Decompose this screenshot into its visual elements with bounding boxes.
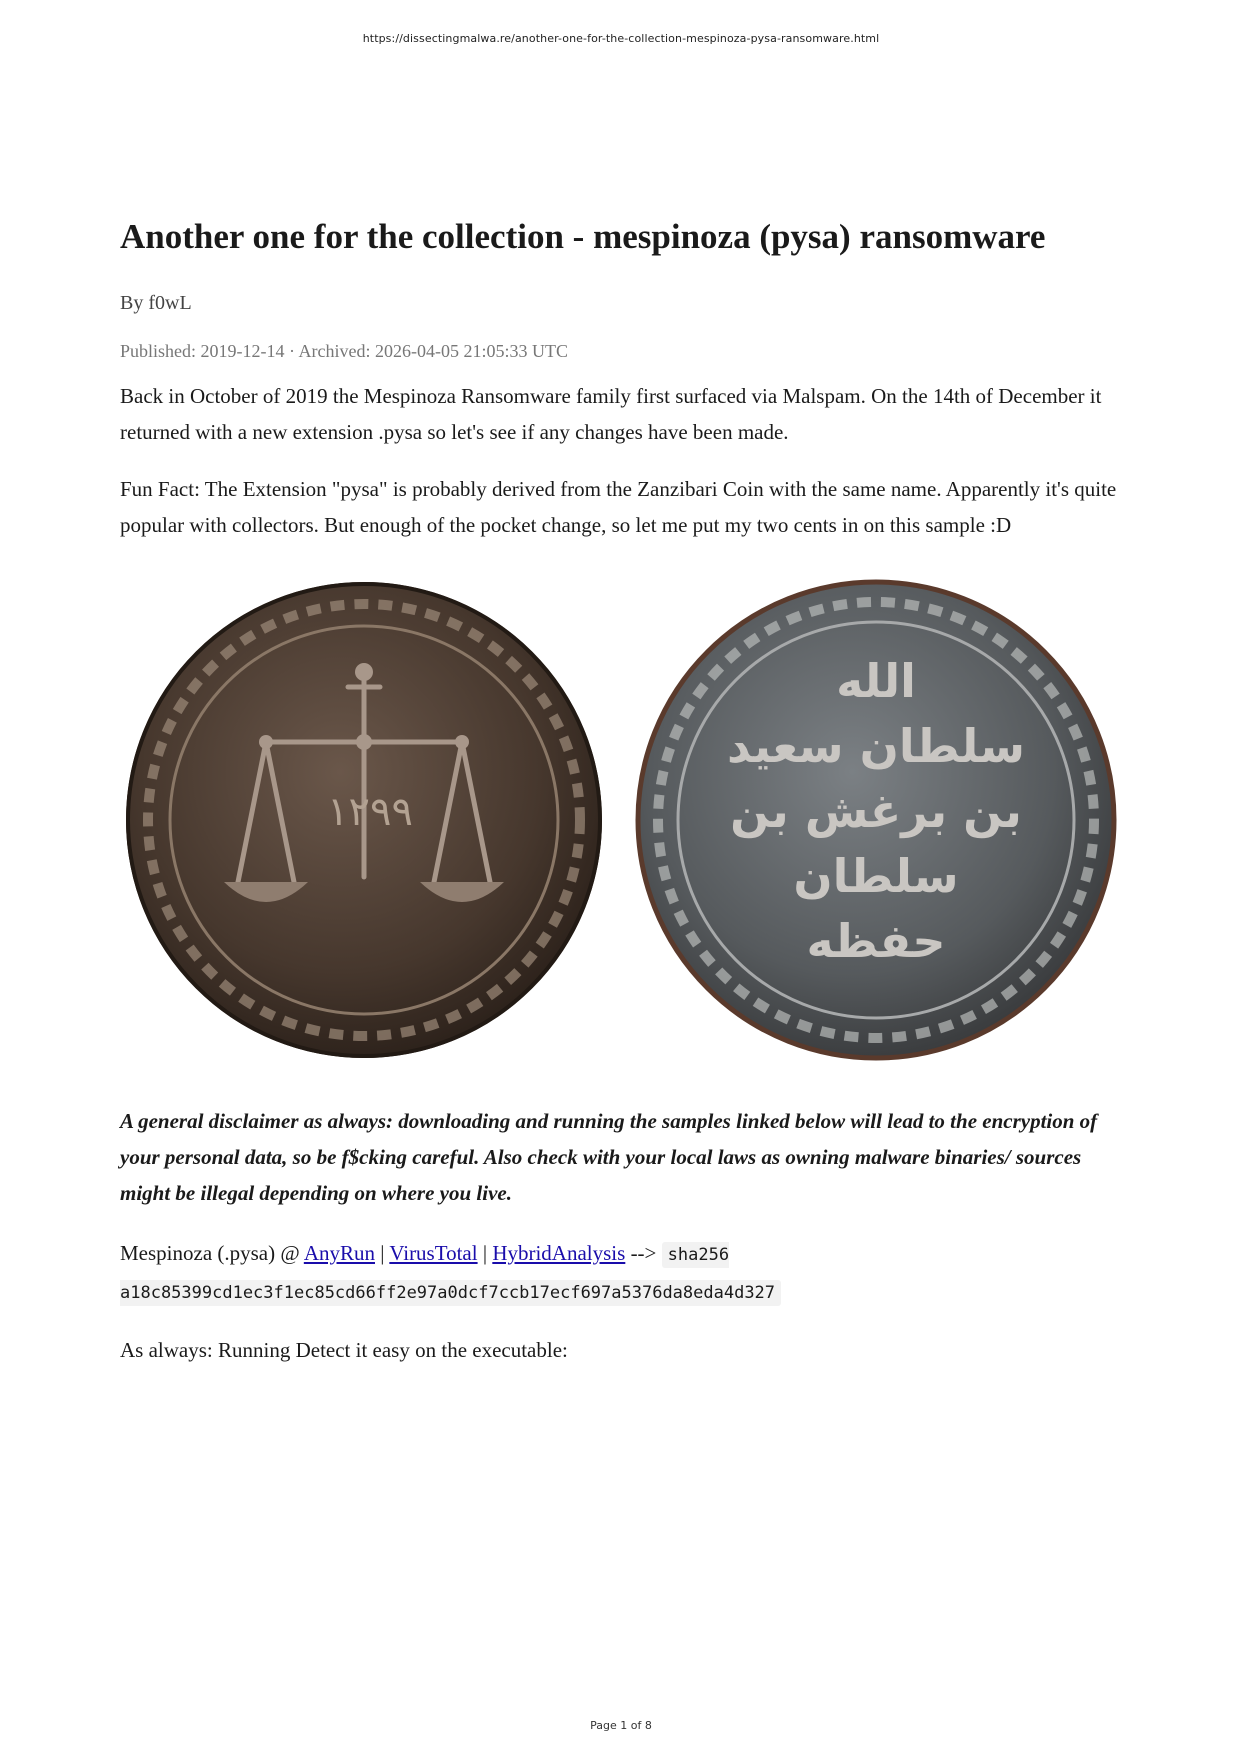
detect-it-easy-paragraph: As always: Running Detect it easy on the executable: bbox=[120, 1338, 568, 1362]
article bbox=[120, 212, 1122, 1389]
coin-obverse-date: ١٢٩٩ bbox=[327, 789, 413, 835]
disclaimer-paragraph: A general disclaimer as always: downloading and running the samples linked below will lead to the encryption of your personal data, so be f$cking careful. Also check with your local laws as owning malware binaries/ sources might be illegal depending on where you live. bbox=[120, 1109, 1098, 1205]
arrow-text: --> bbox=[625, 1241, 662, 1265]
anyrun-link[interactable]: AnyRun bbox=[303, 1241, 375, 1265]
article-byline: By f0wL bbox=[120, 292, 192, 314]
virustotal-link[interactable]: VirusTotal bbox=[389, 1241, 478, 1265]
svg-text:سلطان: سلطان bbox=[793, 849, 959, 903]
article-title: Another one for the collection - mespinoza (pysa) ransomware bbox=[120, 217, 1046, 256]
sample-prefix: Mespinoza (.pysa) @ bbox=[120, 1241, 304, 1265]
intro-paragraph: Back in October of 2019 the Mespinoza Ransomware family first surfaced via Malspam. On the 14th of December it returned with a new extension .pysa so let's see if any changes have been made. bbox=[120, 384, 1102, 444]
svg-text:سلطان سعيد: سلطان سعيد bbox=[727, 719, 1025, 773]
pysa-coin-image bbox=[120, 577, 1122, 1063]
link-separator: | bbox=[477, 1241, 493, 1265]
page-url-header: https://dissectingmalwa.re/another-one-for-the-collection-mespinoza-pysa-ransomware.html bbox=[362, 32, 880, 45]
svg-text:حفظه: حفظه bbox=[806, 914, 946, 968]
sample-links-paragraph bbox=[120, 1235, 1122, 1311]
coin-illustration bbox=[120, 577, 1122, 1063]
article-meta: Published: 2019-12-14 · Archived: 2026-04-05 21:05:33 UTC bbox=[120, 341, 568, 361]
hybridanalysis-link[interactable]: HybridAnalysis bbox=[492, 1241, 626, 1265]
link-separator: | bbox=[375, 1241, 390, 1265]
fun-fact-paragraph: Fun Fact: The Extension "pysa" is probably derived from the Zanzibari Coin with the same name. Apparently it's quite popular with collectors. But enough of the pocket change, so let me put my two cents in on this sample :D bbox=[120, 477, 1117, 537]
page-number: Page 1 of 8 bbox=[590, 1719, 652, 1732]
svg-text:الله: الله bbox=[836, 654, 916, 708]
svg-text:بن برغش بن: بن برغش بن bbox=[730, 784, 1022, 838]
sha256-hash: sha256 a18c85399cd1ec3f1ec85cd66ff2e97a0dcf7ccb17ecf697a5376da8eda4d327 bbox=[120, 1242, 781, 1306]
coin-reverse bbox=[636, 580, 1116, 1060]
coin-obverse bbox=[126, 582, 602, 1058]
